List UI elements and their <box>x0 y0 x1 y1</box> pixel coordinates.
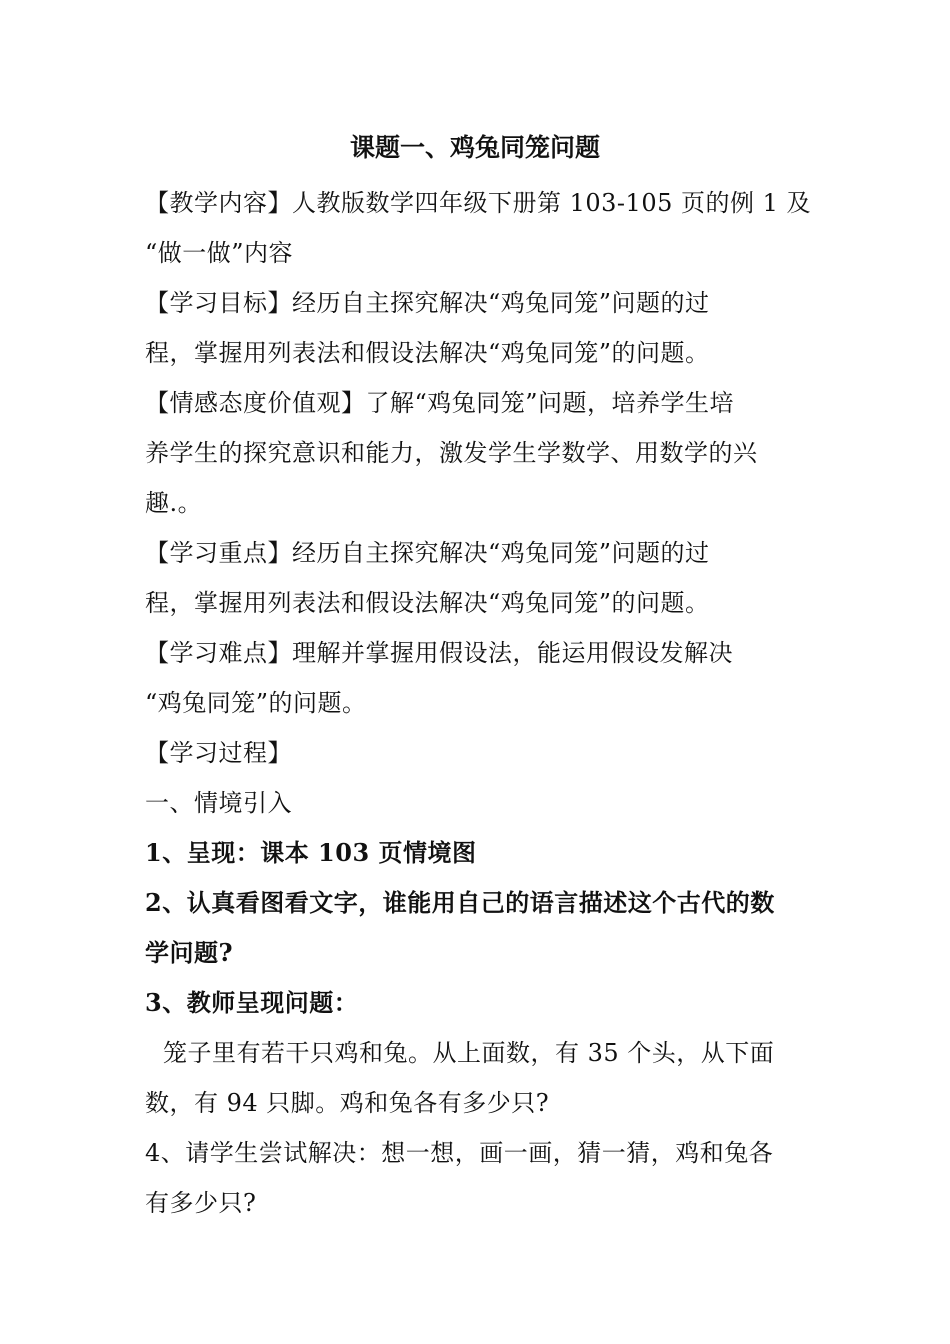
learning-process-heading: 【学习过程】 <box>145 739 292 767</box>
values-line-3: 趣.。 <box>145 489 203 517</box>
values-line-2: 养学生的探究意识和能力，激发学生学数学、用数学的兴 <box>145 439 758 467</box>
learning-goal-line-1: 【学习目标】经历自主探究解决“鸡兔同笼”问题的过 <box>145 289 710 317</box>
key-point-line-1: 【学习重点】经历自主探究解决“鸡兔同笼”问题的过 <box>145 539 710 567</box>
teaching-content-line-2: “做一做”内容 <box>145 239 294 267</box>
difficulty-line-1: 【学习难点】理解并掌握用假设法，能运用假设发解决 <box>145 639 733 667</box>
difficulty-line-2: “鸡兔同笼”的问题。 <box>145 689 367 717</box>
problem-line-1: 笼子里有若干只鸡和兔。从上面数，有 35 个头，从下面 <box>163 1039 775 1067</box>
teaching-content-line-1: 【教学内容】人教版数学四年级下册第 103-105 页的例 1 及 <box>145 189 812 217</box>
key-point-line-2: 程，掌握用列表法和假设法解决“鸡兔同笼”的问题。 <box>145 589 710 617</box>
document-title: 课题一、鸡兔同笼问题 <box>349 133 600 162</box>
step-2-line-1: 2、认真看图看文字，谁能用自己的语言描述这个古代的数 <box>145 888 775 917</box>
step-4-line-1: 4、请学生尝试解决：想一想，画一画，猜一猜，鸡和兔各 <box>145 1139 774 1167</box>
section-heading-intro: 一、情境引入 <box>145 789 292 817</box>
document-body <box>145 178 812 1228</box>
step-2-line-2: 学问题? <box>145 938 234 967</box>
step-1: 1、呈现：课本 103 页情境图 <box>145 838 477 867</box>
step-3: 3、教师呈现问题： <box>145 988 359 1017</box>
step-4-line-2: 有多少只? <box>145 1189 257 1217</box>
values-line-1: 【情感态度价值观】了解“鸡兔同笼”问题，培养学生培 <box>145 389 735 417</box>
learning-goal-line-2: 程，掌握用列表法和假设法解决“鸡兔同笼”的问题。 <box>145 339 710 367</box>
problem-line-2: 数，有 94 只脚。鸡和兔各有多少只? <box>145 1089 550 1117</box>
